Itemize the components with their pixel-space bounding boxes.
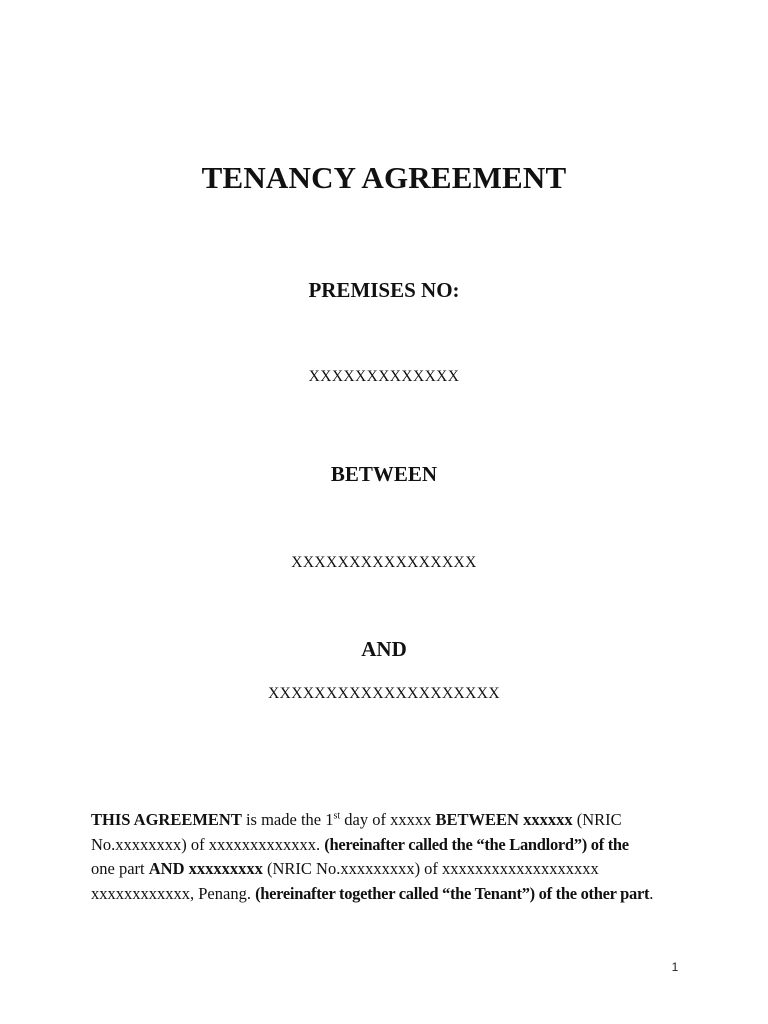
- paragraph-line-3: [91, 857, 691, 882]
- premises-heading: PREMISES NO:: [308, 278, 460, 302]
- between-heading: BETWEEN: [330, 462, 438, 486]
- paragraph-line-4: [91, 882, 691, 907]
- line1-text2: day of xxxxx: [340, 810, 436, 829]
- line3-text1: one part: [91, 859, 149, 878]
- line4-text1: xxxxxxxxxxxx, Penang.: [91, 883, 256, 903]
- landlord-name: XXXXXXXXXXXXXXXX: [291, 554, 477, 571]
- ordinal-suffix: st: [333, 810, 341, 822]
- paragraph-line-1: [91, 808, 691, 833]
- premises-value: XXXXXXXXXXXXX: [308, 368, 460, 385]
- document-title: TENANCY AGREEMENT: [201, 160, 567, 195]
- page-number: 1: [671, 960, 679, 974]
- line4-end: .: [649, 883, 654, 903]
- line3-text2: (NRIC No.xxxxxxxxx) of xxxxxxxxxxxxxxxxxxx: [262, 859, 599, 878]
- line1-text3: (NRIC: [572, 810, 622, 829]
- line1-text1: is made the 1: [241, 810, 334, 829]
- and-party: AND xxxxxxxxx: [148, 859, 263, 878]
- paragraph-line-2: [91, 833, 691, 858]
- and-heading: AND: [361, 637, 407, 661]
- between-party: BETWEEN xxxxxx: [435, 810, 573, 829]
- line2-text1: No.xxxxxxxx) of xxxxxxxxxxxxx.: [91, 834, 325, 854]
- agreement-paragraph: [91, 808, 691, 906]
- tenant-name: XXXXXXXXXXXXXXXXXXXX: [268, 685, 500, 702]
- landlord-clause: (hereinafter called the “the Landlord”) of the: [324, 834, 629, 854]
- tenant-clause: (hereinafter together called “the Tenant”) of the other part: [255, 883, 650, 903]
- agreement-lead: THIS AGREEMENT: [91, 810, 242, 829]
